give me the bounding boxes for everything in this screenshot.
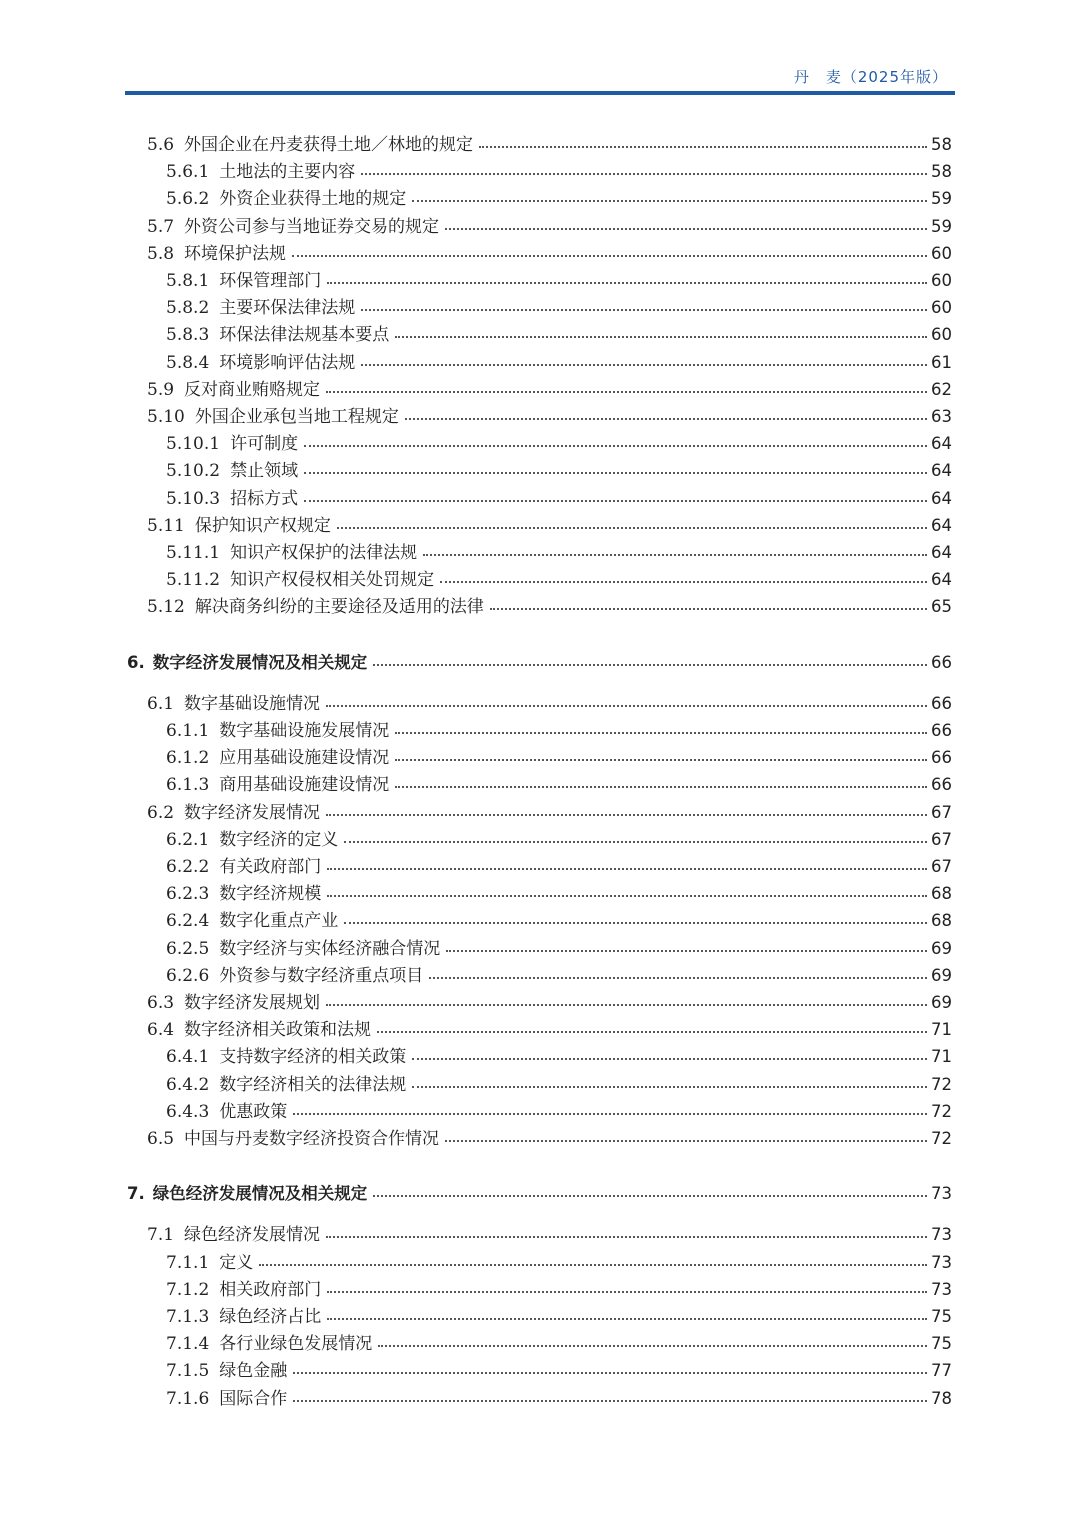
toc-entry-page-number: 71: [931, 1020, 952, 1039]
toc-dot-leader: [373, 1194, 927, 1197]
toc-dot-leader: [326, 390, 927, 393]
toc-entry-page-number: 63: [931, 407, 952, 426]
toc-dot-leader: [304, 471, 927, 474]
toc-entry-title: 中国与丹麦数字经济投资合作情况: [184, 1129, 440, 1149]
toc-entry-page-number: 64: [931, 489, 952, 508]
toc-entry-page-number: 73: [931, 1253, 952, 1272]
toc-dot-leader: [326, 1235, 927, 1238]
toc-entry-title: 土地法的主要内容: [219, 162, 356, 182]
toc-entry-title: 外国企业在丹麦获得土地／林地的规定: [184, 135, 474, 155]
toc-dot-leader: [293, 1371, 927, 1374]
toc-dot-leader: [361, 308, 927, 311]
toc-entry-page-number: 72: [931, 1129, 952, 1148]
toc-entry-title: 数字经济发展情况及相关规定: [152, 653, 368, 672]
toc-dot-leader: [326, 1003, 927, 1006]
toc-entry-number: 7.1.1: [166, 1253, 210, 1273]
toc-entry-number: 6.2: [147, 803, 175, 823]
toc-entry-title: 数字经济规模: [219, 884, 322, 904]
toc-entry-6-5[interactable]: [147, 1125, 952, 1152]
toc-entry-title: 国际合作: [219, 1389, 288, 1409]
toc-entry-page-number: 59: [931, 217, 952, 236]
toc-entry-number: 5.6: [147, 135, 175, 155]
toc-entry-5-6-1[interactable]: [166, 158, 952, 185]
toc-entry-6-2-1[interactable]: [166, 826, 952, 853]
toc-entry-title: 外国企业承包当地工程规定: [194, 407, 399, 427]
toc-entry-number: 5.8.2: [166, 298, 210, 318]
toc-entry-number: 5.8.3: [166, 325, 210, 345]
toc-entry-number: 5.10.3: [166, 489, 221, 509]
toc-entry-number: 6.2.3: [166, 884, 210, 904]
toc-entry-page-number: 58: [931, 162, 952, 181]
toc-entry-number: 6.1.3: [166, 775, 210, 795]
toc-entry-5-10-3[interactable]: [166, 485, 952, 512]
toc-entry-number: 5.11.2: [166, 570, 221, 590]
toc-entry-5-6-2[interactable]: [166, 185, 952, 212]
toc-entry-page-number: 64: [931, 461, 952, 480]
toc-dot-leader: [327, 867, 927, 870]
toc-entry-number: 5.11.1: [166, 543, 221, 563]
toc-entry-number: 6.2.1: [166, 830, 210, 850]
toc-entry-page-number: 64: [931, 543, 952, 562]
toc-entry-page-number: 60: [931, 244, 952, 263]
toc-entry-6-3[interactable]: [147, 989, 952, 1016]
toc-entry-6-4-1[interactable]: [166, 1043, 952, 1070]
toc-entry-number: 7.1.5: [166, 1361, 210, 1381]
toc-entry-page-number: 66: [931, 694, 952, 713]
toc-entry-title: 相关政府部门: [219, 1280, 322, 1300]
toc-entry-6-2-3[interactable]: [166, 880, 952, 907]
toc-entry-page-number: 67: [931, 857, 952, 876]
toc-dot-leader: [440, 580, 927, 583]
toc-entry-page-number: 64: [931, 434, 952, 453]
toc-entry-number: 5.10.1: [166, 434, 221, 454]
toc-dot-leader: [326, 704, 927, 707]
toc-entry-number: 6.4.2: [166, 1075, 210, 1095]
toc-entry-page-number: 73: [931, 1280, 952, 1299]
toc-entry-number: 6.2.2: [166, 857, 210, 877]
toc-entry-number: 5.6.2: [166, 189, 210, 209]
toc-entry-title: 应用基础设施建设情况: [219, 748, 390, 768]
toc-entry-title: 环境保护法规: [184, 244, 287, 264]
toc-entry-page-number: 59: [931, 189, 952, 208]
toc-entry-title: 绿色经济发展情况: [184, 1225, 321, 1245]
toc-entry-page-number: 67: [931, 803, 952, 822]
toc-entry-number: 7.1.2: [166, 1280, 210, 1300]
toc-dot-leader: [344, 840, 927, 843]
toc-entry-5-7[interactable]: [147, 213, 952, 240]
toc-entry-title: 数字经济发展规划: [184, 993, 321, 1013]
toc-entry-5-9[interactable]: [147, 376, 952, 403]
toc-entry-5-8[interactable]: [147, 240, 952, 267]
toc-entry-title: 商用基础设施建设情况: [219, 775, 390, 795]
toc-entry-number: 5.10: [147, 407, 185, 427]
toc-entry-number: 7.1: [147, 1225, 175, 1245]
toc-dot-leader: [304, 499, 927, 502]
toc-entry-5-10[interactable]: [147, 403, 952, 430]
toc-entry-page-number: 73: [931, 1225, 952, 1244]
toc-entry-7-1-3[interactable]: [166, 1303, 952, 1330]
toc-entry-5-11[interactable]: [147, 512, 952, 539]
toc-entry-5-10-2[interactable]: [166, 457, 952, 484]
toc-entry-page-number: 68: [931, 911, 952, 930]
toc-entry-title: 有关政府部门: [219, 857, 322, 877]
toc-entry-6-2-6[interactable]: [166, 962, 952, 989]
toc-entry-page-number: 75: [931, 1334, 952, 1353]
toc-dot-leader: [446, 949, 927, 952]
toc-entry-title: 定义: [219, 1253, 254, 1273]
toc-entry-number: 7.1.3: [166, 1307, 210, 1327]
toc-entry-title: 禁止领域: [230, 461, 299, 481]
toc-entry-page-number: 64: [931, 570, 952, 589]
toc-dot-leader: [327, 894, 927, 897]
toc-dot-leader: [429, 976, 927, 979]
toc-entry-page-number: 75: [931, 1307, 952, 1326]
toc-entry-title: 招标方式: [230, 489, 299, 509]
toc-dot-leader: [304, 444, 927, 447]
toc-entry-page-number: 66: [931, 653, 952, 672]
toc-entry-7-1-4[interactable]: [166, 1330, 952, 1357]
toc-dot-leader: [445, 1139, 927, 1142]
toc-dot-leader: [479, 145, 927, 148]
toc-dot-leader: [378, 1344, 927, 1347]
toc-entry-title: 知识产权侵权相关处罚规定: [230, 570, 435, 590]
toc-entry-title: 环境影响评估法规: [219, 353, 356, 373]
toc-dot-leader: [423, 553, 927, 556]
toc-entry-7-1-6[interactable]: [166, 1385, 952, 1412]
toc-dot-leader: [445, 227, 927, 230]
toc-entry-page-number: 64: [931, 516, 952, 535]
toc-entry-6-1-3[interactable]: [166, 771, 952, 798]
toc-entry-page-number: 60: [931, 271, 952, 290]
toc-entry-title: 解决商务纠纷的主要途径及适用的法律: [194, 597, 484, 617]
toc-entry-number: 7.1.6: [166, 1389, 210, 1409]
toc-entry-number: 6.4.3: [166, 1102, 210, 1122]
toc-entry-title: 保护知识产权规定: [194, 516, 331, 536]
toc-entry-number: 7.1.4: [166, 1334, 210, 1354]
toc-entry-7-1-1[interactable]: [166, 1249, 952, 1276]
toc-entry-7-1-5[interactable]: [166, 1357, 952, 1384]
toc-dot-leader: [395, 731, 927, 734]
toc-entry-number: 6.1.2: [166, 748, 210, 768]
toc-entry-title: 知识产权保护的法律法规: [230, 543, 418, 563]
toc-entry-page-number: 66: [931, 721, 952, 740]
toc-entry-number: 5.6.1: [166, 162, 210, 182]
toc-entry-5-8-1[interactable]: [166, 267, 952, 294]
toc-dot-leader: [412, 1085, 927, 1088]
toc-dot-leader: [412, 1057, 927, 1060]
toc-entry-6-2-2[interactable]: [166, 853, 952, 880]
toc-entry-page-number: 66: [931, 775, 952, 794]
toc-entry-page-number: 71: [931, 1047, 952, 1066]
toc-entry-title: 外资公司参与当地证券交易的规定: [184, 217, 440, 237]
toc-entry-title: 数字化重点产业: [219, 911, 339, 931]
toc-entry-title: 绿色金融: [219, 1361, 288, 1381]
toc-dot-leader: [361, 363, 927, 366]
toc-entry-6-2[interactable]: [147, 799, 952, 826]
toc-dot-leader: [327, 1290, 927, 1293]
toc-entry-page-number: 60: [931, 325, 952, 344]
toc-entry-page-number: 62: [931, 380, 952, 399]
toc-entry-number: 5.7: [147, 217, 175, 237]
toc-entry-5-12[interactable]: [147, 593, 952, 620]
toc-entry-5-11-1[interactable]: [166, 539, 952, 566]
toc-dot-leader: [326, 813, 927, 816]
toc-entry-number: 5.11: [147, 516, 185, 536]
toc-entry-7-1[interactable]: [147, 1221, 952, 1248]
toc-entry-number: 5.10.2: [166, 461, 221, 481]
toc-entry-title: 反对商业贿赂规定: [184, 380, 321, 400]
toc-dot-leader: [337, 526, 927, 529]
toc-entry-title: 数字基础设施发展情况: [219, 721, 390, 741]
toc-dot-leader: [395, 785, 927, 788]
toc-entry-page-number: 61: [931, 353, 952, 372]
toc-entry-title: 数字基础设施情况: [184, 694, 321, 714]
toc-dot-leader: [395, 335, 927, 338]
toc-entry-page-number: 58: [931, 135, 952, 154]
toc-entry-title: 支持数字经济的相关政策: [219, 1047, 407, 1067]
toc-entry-6-1-1[interactable]: [166, 717, 952, 744]
toc-entry-6[interactable]: [127, 649, 952, 676]
toc-entry-6-1-2[interactable]: [166, 744, 952, 771]
toc-dot-leader: [259, 1263, 927, 1266]
toc-entry-title: 环保法律法规基本要点: [219, 325, 390, 345]
toc-entry-number: 5.9: [147, 380, 175, 400]
toc-entry-page-number: 65: [931, 597, 952, 616]
toc-dot-leader: [344, 921, 927, 924]
toc-entry-number: 6.2.5: [166, 939, 210, 959]
toc-dot-leader: [327, 281, 927, 284]
toc-dot-leader: [327, 1317, 927, 1320]
toc-entry-number: 6.2.6: [166, 966, 210, 986]
toc-entry-6-4-3[interactable]: [166, 1098, 952, 1125]
toc-entry-number: 5.8.4: [166, 353, 210, 373]
toc-entry-page-number: 67: [931, 830, 952, 849]
toc-entry-page-number: 69: [931, 939, 952, 958]
toc-entry-title: 数字经济发展情况: [184, 803, 321, 823]
toc-dot-leader: [405, 417, 927, 420]
toc-entry-page-number: 66: [931, 748, 952, 767]
toc-entry-page-number: 69: [931, 966, 952, 985]
toc-entry-number: 5.8: [147, 244, 175, 264]
toc-dot-leader: [292, 254, 927, 257]
toc-entry-title: 数字经济相关的法律法规: [219, 1075, 407, 1095]
toc-dot-leader: [490, 607, 927, 610]
toc-entry-7-1-2[interactable]: [166, 1276, 952, 1303]
toc-entry-title: 数字经济与实体经济融合情况: [219, 939, 441, 959]
toc-entry-page-number: 77: [931, 1361, 952, 1380]
toc-entry-6-4-2[interactable]: [166, 1071, 952, 1098]
toc-dot-leader: [412, 199, 927, 202]
toc-entry-5-6[interactable]: [147, 131, 952, 158]
toc-entry-title: 数字经济的定义: [219, 830, 339, 850]
toc-entry-number: 6.2.4: [166, 911, 210, 931]
toc-entry-title: 环保管理部门: [219, 271, 322, 291]
toc-entry-number: 5.12: [147, 597, 185, 617]
toc-entry-title: 主要环保法律法规: [219, 298, 356, 318]
toc-entry-page-number: 68: [931, 884, 952, 903]
toc-entry-6-2-4[interactable]: [166, 907, 952, 934]
toc-entry-title: 优惠政策: [219, 1102, 288, 1122]
toc-entry-number: 7.: [127, 1184, 145, 1203]
toc-entry-page-number: 69: [931, 993, 952, 1012]
toc-entry-page-number: 72: [931, 1075, 952, 1094]
toc-entry-6-4[interactable]: [147, 1016, 952, 1043]
toc-entry-6-1[interactable]: [147, 690, 952, 717]
toc-dot-leader: [373, 663, 927, 666]
toc-entry-number: 6.1: [147, 694, 175, 714]
toc-entry-number: 6.3: [147, 993, 175, 1013]
toc-entry-title: 绿色经济占比: [219, 1307, 322, 1327]
toc-entry-page-number: 78: [931, 1389, 952, 1408]
toc-entry-7[interactable]: [127, 1180, 952, 1207]
toc-entry-number: 6.4.1: [166, 1047, 210, 1067]
toc-entry-page-number: 72: [931, 1102, 952, 1121]
toc-entry-5-10-1[interactable]: [166, 430, 952, 457]
running-header-title: 丹 麦（2025年版）: [793, 68, 948, 86]
toc-entry-number: 5.8.1: [166, 271, 210, 291]
toc-entry-number: 6.1.1: [166, 721, 210, 741]
toc-entry-title: 外资参与数字经济重点项目: [219, 966, 424, 986]
toc-dot-leader: [293, 1112, 927, 1115]
toc-entry-5-8-3[interactable]: [166, 321, 952, 348]
toc-entry-number: 6.5: [147, 1129, 175, 1149]
toc-entry-title: 外资企业获得土地的规定: [219, 189, 407, 209]
toc-dot-leader: [377, 1030, 927, 1033]
toc-entry-title: 绿色经济发展情况及相关规定: [152, 1184, 368, 1203]
toc-entry-6-2-5[interactable]: [166, 935, 952, 962]
toc-entry-page-number: 73: [931, 1184, 952, 1203]
toc-entry-title: 各行业绿色发展情况: [219, 1334, 373, 1354]
toc-entry-title: 数字经济相关政策和法规: [184, 1020, 372, 1040]
toc-dot-leader: [293, 1399, 927, 1402]
toc-entry-5-8-2[interactable]: [166, 294, 952, 321]
toc-dot-leader: [361, 172, 927, 175]
toc-entry-number: 6.: [127, 653, 145, 672]
toc-entry-5-8-4[interactable]: [166, 349, 952, 376]
toc-entry-number: 6.4: [147, 1020, 175, 1040]
toc-entry-title: 许可制度: [230, 434, 299, 454]
toc-entry-5-11-2[interactable]: [166, 566, 952, 593]
toc-dot-leader: [395, 758, 927, 761]
toc-entry-page-number: 60: [931, 298, 952, 317]
